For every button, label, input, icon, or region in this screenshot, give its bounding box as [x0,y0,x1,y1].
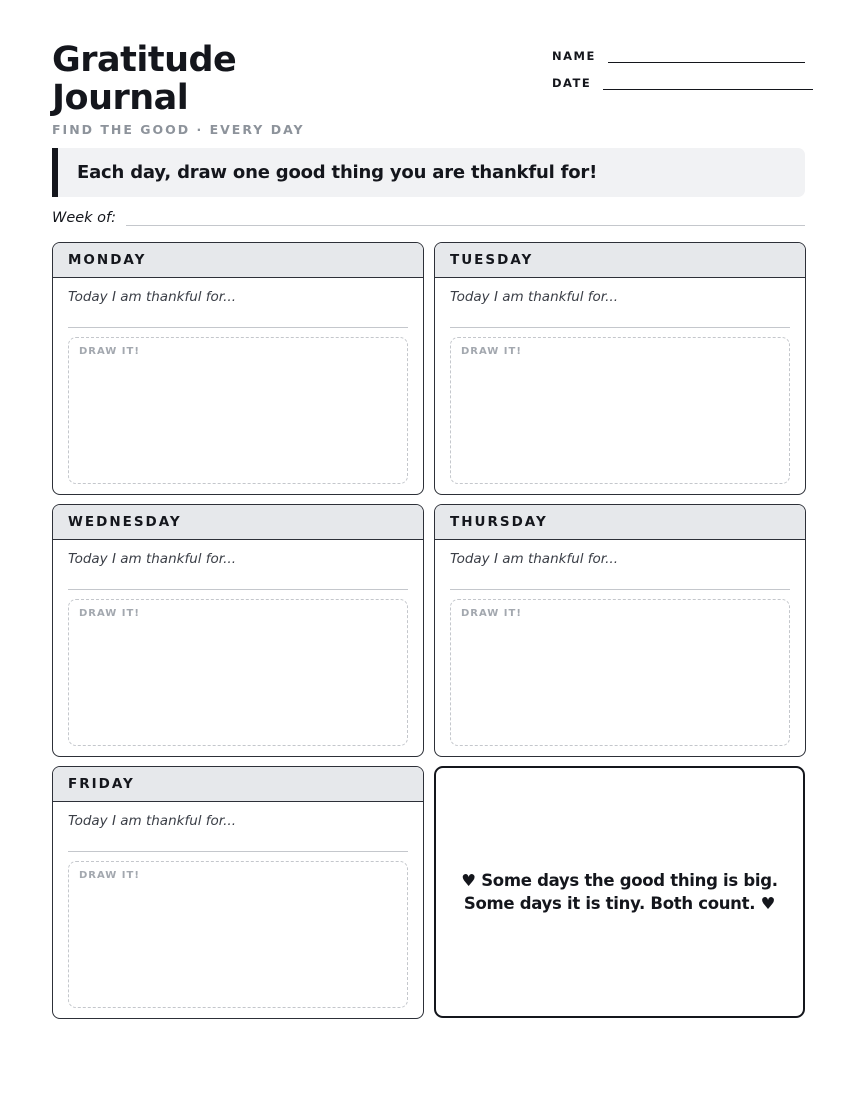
draw-area[interactable] [450,599,790,746]
encouragement-quote [461,869,777,915]
thankful-prompt: Today I am thankful for... [68,551,236,567]
day-card-header [435,505,805,540]
day-card-thursday [434,504,806,757]
day-name: TUESDAY [450,252,534,268]
draw-label: DRAW IT! [461,608,522,619]
thankful-prompt: Today I am thankful for... [450,289,618,305]
draw-area[interactable] [68,599,408,746]
day-name: FRIDAY [68,776,135,792]
thankful-write-line[interactable] [450,327,790,328]
day-card-header [53,505,423,540]
title-line-1: Gratitude [52,40,237,80]
instruction-text: Each day, draw one good thing you are thankful for! [77,162,598,183]
day-card-friday [52,766,424,1019]
week-of-field [52,210,805,226]
draw-area[interactable] [68,861,408,1008]
name-field [552,49,805,63]
thankful-write-line[interactable] [68,327,408,328]
day-card-header [435,243,805,278]
encouragement-card [434,766,805,1018]
draw-label: DRAW IT! [79,870,140,881]
thankful-prompt: Today I am thankful for... [68,813,236,829]
day-name: THURSDAY [450,514,548,530]
week-of-write-line[interactable] [126,225,805,226]
day-card-header [53,767,423,802]
page-subtitle: FIND THE GOOD · EVERY DAY [52,122,305,137]
thankful-prompt: Today I am thankful for... [68,289,236,305]
thankful-prompt: Today I am thankful for... [450,551,618,567]
thankful-write-line[interactable] [68,851,408,852]
date-label: DATE [552,76,592,90]
quote-line-1: ♥ Some days the good thing is big. [461,871,778,890]
thankful-write-line[interactable] [68,589,408,590]
day-card-monday [52,242,424,495]
date-field [552,76,813,90]
name-write-line[interactable] [608,62,805,63]
quote-line-2: Some days it is tiny. Both count. ♥ [463,894,776,913]
title-line-2: Journal [52,78,189,118]
instruction-banner [52,148,805,197]
draw-label: DRAW IT! [79,608,140,619]
date-write-line[interactable] [603,89,813,90]
day-card-header [53,243,423,278]
day-card-wednesday [52,504,424,757]
thankful-write-line[interactable] [450,589,790,590]
week-of-label: Week of: [52,210,117,226]
draw-label: DRAW IT! [79,346,140,357]
day-name: MONDAY [68,252,147,268]
name-label: NAME [552,49,596,63]
day-name: WEDNESDAY [68,514,182,530]
page-title [52,41,236,117]
draw-label: DRAW IT! [461,346,522,357]
day-card-tuesday [434,242,806,495]
draw-area[interactable] [450,337,790,484]
draw-area[interactable] [68,337,408,484]
